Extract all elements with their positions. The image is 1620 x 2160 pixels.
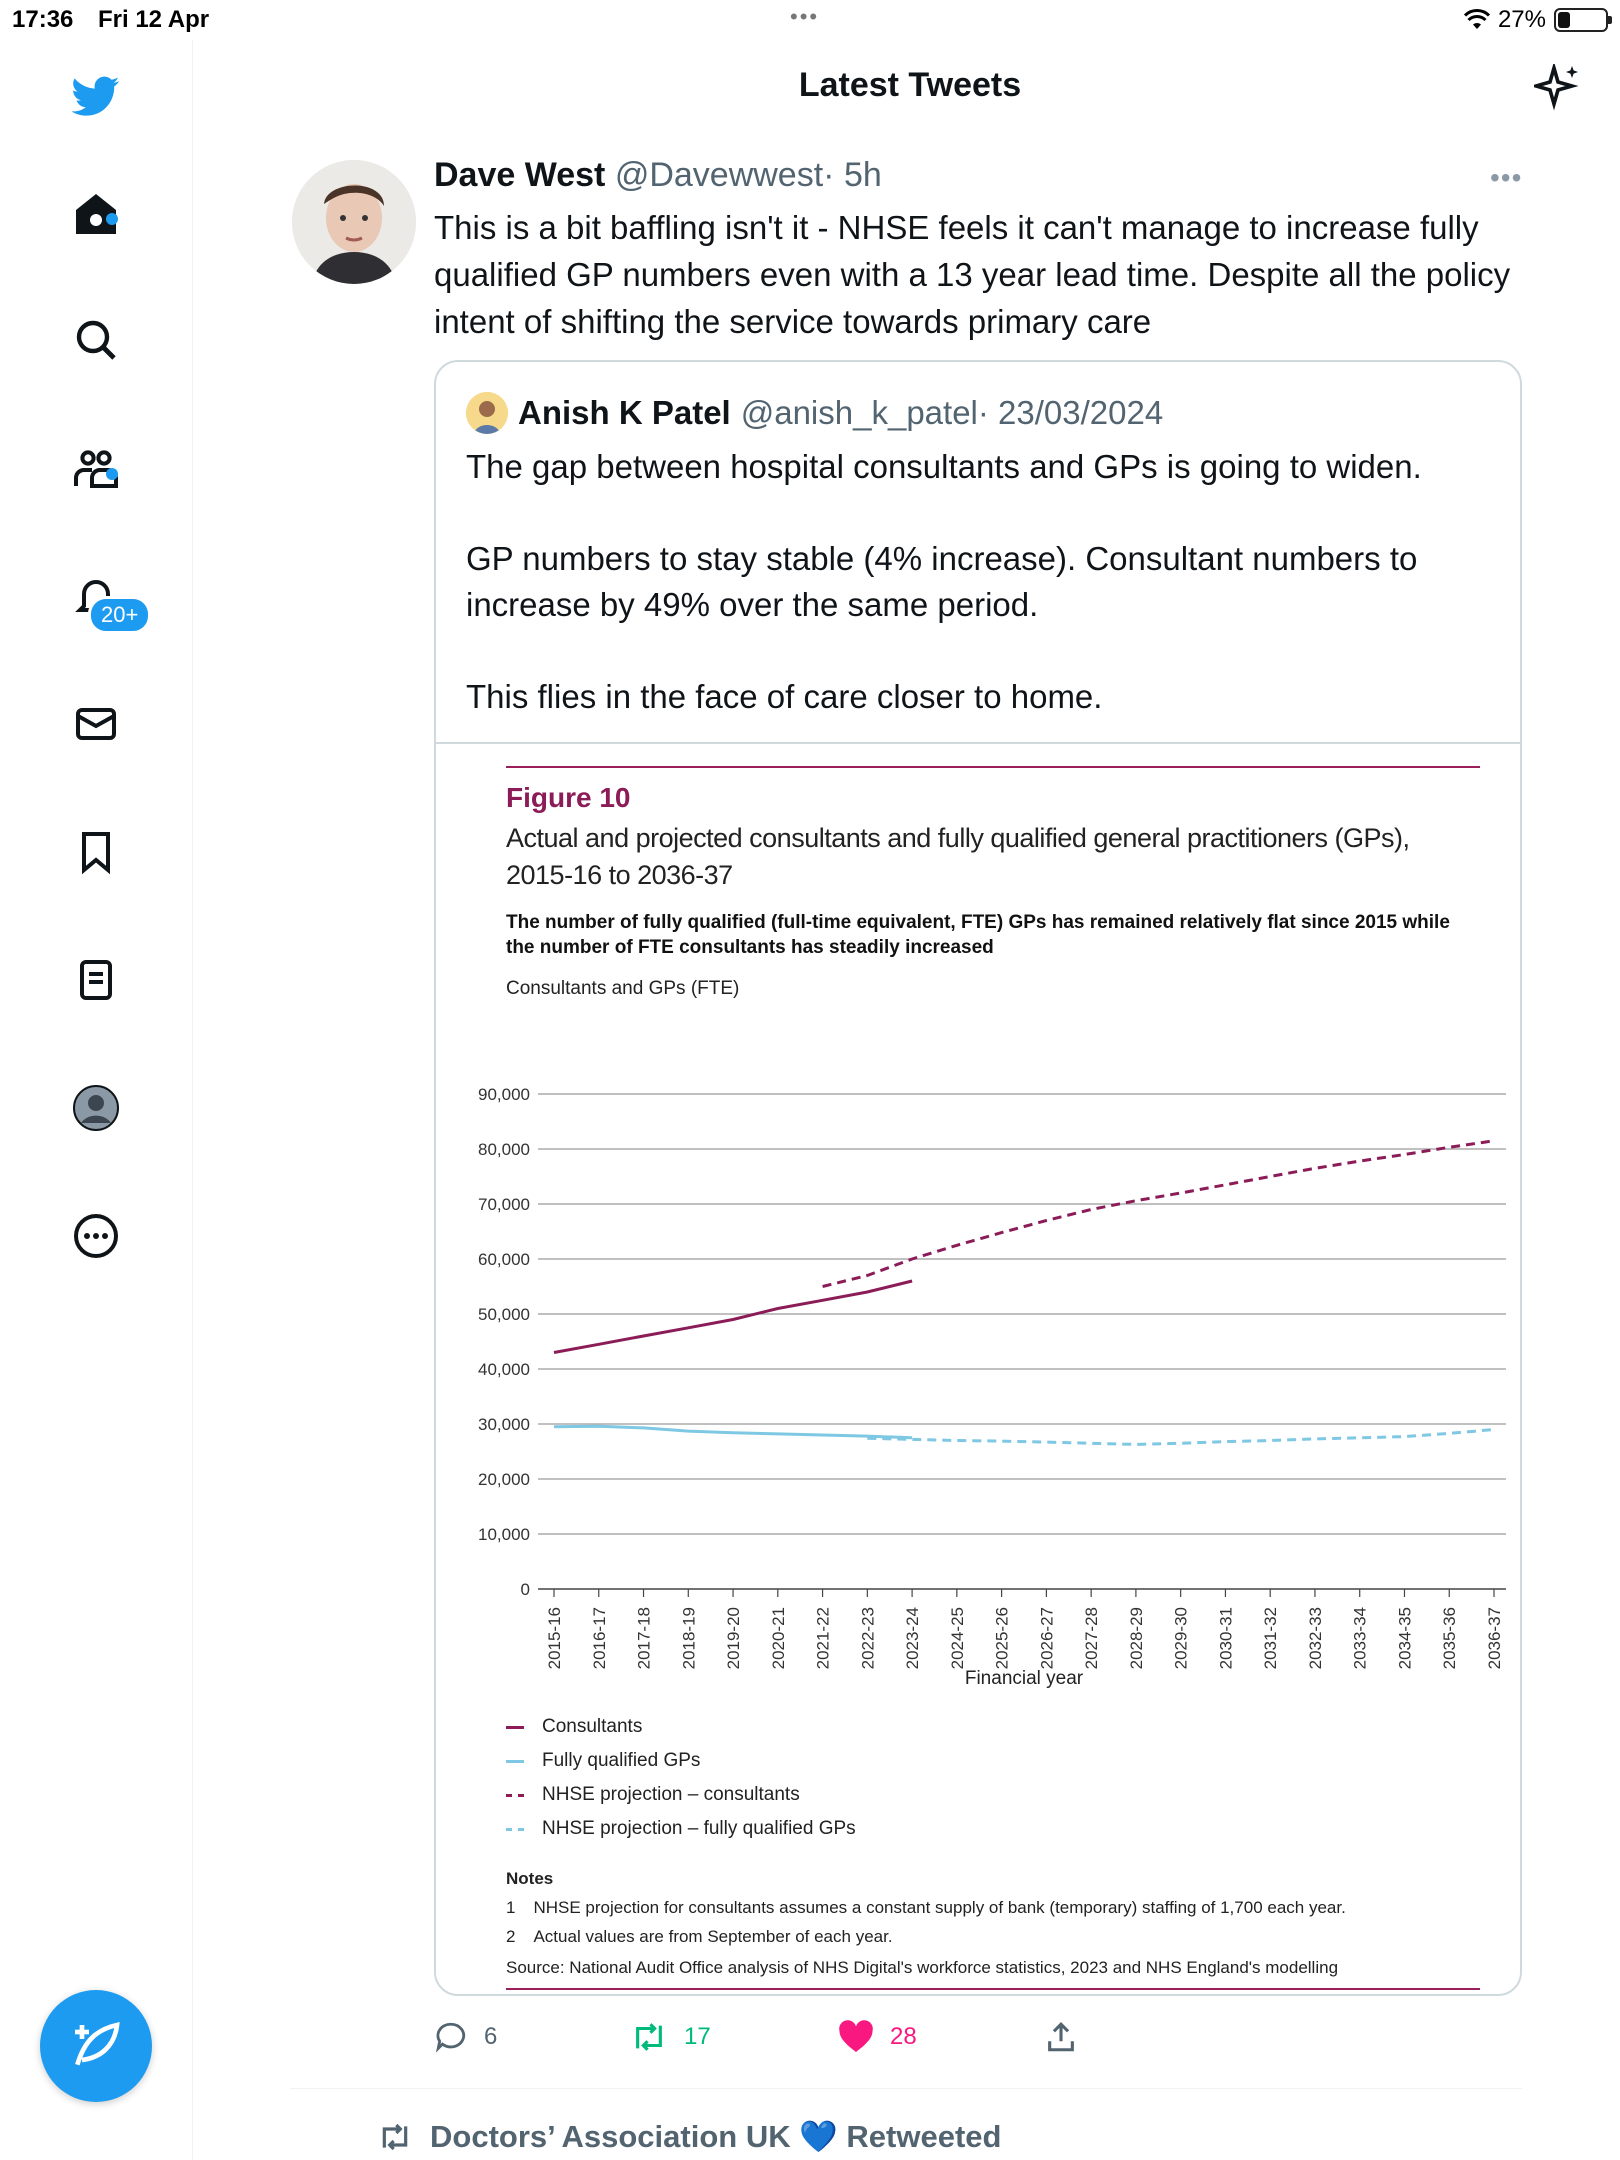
reply-count: 6: [484, 2023, 498, 2050]
legend-label: NHSE projection – consultants: [542, 1784, 800, 1805]
note-row: [506, 1922, 1346, 1951]
x-tick-label: 2021-22: [813, 1607, 833, 1670]
communities-unread-dot: [106, 468, 118, 480]
like-count: 28: [890, 2023, 917, 2050]
figure-title: Actual and projected consultants and fully qualified general practitioners (GPs), 2015-16 to 2036-37: [506, 823, 1410, 890]
tweet-time: · 5h: [823, 156, 882, 194]
wifi-icon: [1464, 9, 1490, 31]
x-tick-label: 2017-18: [634, 1607, 654, 1670]
tweet-text: This is a bit baffling isn't it - NHSE feels it can't manage to increase fully qualified GP numbers even with a 13 year lead time. Despite all the policy intent of shifting the service towards primary care: [434, 209, 1511, 340]
x-tick-label: 2036-37: [1485, 1607, 1504, 1670]
series-line: [554, 1281, 912, 1353]
retweeted-by-text: Doctors’ Association UK 💙 Retweeted: [430, 2119, 1002, 2154]
legend-label: NHSE projection – fully qualified GPs: [542, 1818, 856, 1839]
legend-label: Fully qualified GPs: [542, 1750, 701, 1771]
y-tick-label: 0: [520, 1580, 530, 1599]
y-tick-label: 90,000: [478, 1085, 530, 1104]
x-tick-label: 2035-36: [1440, 1607, 1460, 1670]
feather-plus-icon: [68, 2018, 124, 2074]
quoted-avatar: [466, 392, 508, 434]
y-tick-label: 80,000: [478, 1140, 530, 1159]
battery-icon: [1554, 8, 1608, 32]
series-line: [867, 1430, 1494, 1445]
x-tick-label: 2027-28: [1082, 1607, 1102, 1670]
messages-icon[interactable]: [66, 694, 126, 754]
quoted-paragraph: This flies in the face of care closer to home.: [466, 678, 1103, 715]
line-chart: [436, 1004, 1520, 1704]
legend-item: [506, 1710, 856, 1744]
quoted-text: [466, 444, 1486, 766]
x-tick-label: 2024-25: [947, 1607, 967, 1670]
y-tick-label: 50,000: [478, 1305, 530, 1324]
x-tick-label: 2023-24: [903, 1607, 923, 1670]
retweet-icon: [630, 2020, 668, 2054]
page-title: Latest Tweets: [798, 66, 1022, 104]
like-button[interactable]: [838, 2020, 917, 2054]
legend-swatch: [506, 1726, 524, 1729]
multitask-dots-icon[interactable]: •••: [790, 4, 820, 29]
sidebar-nav: [0, 40, 193, 2160]
status-date: Fri 12 Apr: [98, 6, 210, 33]
x-tick-label: 2015-16: [545, 1607, 564, 1670]
compose-tweet-button[interactable]: [40, 1990, 152, 2102]
x-tick-label: 2032-33: [1305, 1607, 1325, 1670]
lists-icon[interactable]: [66, 950, 126, 1010]
note-text: Actual values are from September of each year.: [533, 1927, 893, 1946]
quoted-paragraph: GP numbers to stay stable (4% increase). Consultant numbers to increase by 49% over the same period.: [466, 540, 1418, 623]
share-icon: [1044, 2020, 1078, 2054]
y-tick-label: 30,000: [478, 1415, 530, 1434]
chart-x-axis-label: Financial year: [964, 1668, 1084, 1689]
legend-item: [506, 1778, 856, 1812]
status-time: 17:36: [12, 6, 74, 33]
attached-chart-image[interactable]: [436, 744, 1520, 1996]
figure-source: Source: National Audit Office analysis of NHS Digital's workforce statistics, 2023 and NHS England's modelling: [506, 1958, 1339, 1977]
share-button[interactable]: [1044, 2020, 1078, 2054]
quoted-author-handle[interactable]: @anish_k_patel: [740, 394, 978, 431]
chart-legend: [506, 1710, 856, 1846]
x-tick-label: 2026-27: [1037, 1607, 1057, 1670]
author-name[interactable]: Dave West: [434, 156, 606, 194]
figure-notes: [506, 1864, 1346, 1951]
legend-swatch: [506, 1794, 524, 1797]
home-unread-dot: [106, 213, 118, 225]
author-avatar[interactable]: [292, 160, 416, 284]
retweet-icon: [376, 2121, 414, 2153]
tweet-more-icon[interactable]: •••: [1490, 162, 1523, 193]
x-tick-label: 2020-21: [768, 1607, 788, 1670]
note-number: 1: [506, 1898, 516, 1917]
figure-subtitle: The number of fully qualified (full-time equivalent, FTE) GPs has remained relatively flat since 2015 while the number of FTE consultants has steadily increased: [506, 912, 1450, 958]
retweeted-by-label[interactable]: [376, 2118, 1001, 2155]
x-tick-label: 2028-29: [1126, 1607, 1146, 1670]
legend-swatch: [506, 1760, 524, 1763]
y-tick-label: 70,000: [478, 1195, 530, 1214]
legend-item: [506, 1812, 856, 1846]
figure-top-rule: [506, 766, 1480, 768]
note-number: 2: [506, 1927, 516, 1946]
chart-y-axis-label: Consultants and GPs (FTE): [506, 978, 740, 999]
y-tick-label: 40,000: [478, 1360, 530, 1379]
quoted-tweet[interactable]: [434, 360, 1522, 1996]
y-tick-label: 60,000: [478, 1250, 530, 1269]
reply-button[interactable]: [434, 2020, 497, 2054]
reply-icon: [434, 2020, 468, 2054]
profile-avatar-icon[interactable]: [66, 1078, 126, 1138]
figure-bottom-rule: [506, 1988, 1480, 1990]
note-text: NHSE projection for consultants assumes a constant supply of bank (temporary) staffing of 1,700 each year.: [533, 1898, 1346, 1917]
more-options-icon[interactable]: [66, 1206, 126, 1266]
search-icon[interactable]: [66, 310, 126, 370]
quoted-author-name[interactable]: Anish K Patel: [518, 394, 731, 431]
status-bar: [0, 0, 1620, 40]
x-tick-label: 2018-19: [679, 1607, 699, 1670]
legend-label: Consultants: [542, 1716, 643, 1737]
x-tick-label: 2031-32: [1261, 1607, 1281, 1670]
figure-number: Figure 10: [506, 782, 631, 813]
sparkle-icon[interactable]: [1534, 64, 1582, 112]
heart-icon: [838, 2020, 874, 2054]
x-tick-label: 2029-30: [1171, 1607, 1191, 1670]
x-tick-label: 2030-31: [1216, 1607, 1236, 1670]
series-line: [554, 1426, 912, 1438]
x-tick-label: 2034-35: [1395, 1607, 1415, 1670]
legend-swatch: [506, 1828, 524, 1831]
status-indicators: [1464, 6, 1608, 34]
tweet-divider: [290, 2088, 1522, 2089]
x-tick-label: 2025-26: [992, 1607, 1012, 1670]
x-tick-label: 2033-34: [1350, 1607, 1370, 1670]
y-tick-label: 10,000: [478, 1525, 530, 1544]
twitter-logo-icon[interactable]: [66, 66, 126, 126]
legend-item: [506, 1744, 856, 1778]
x-tick-label: 2019-20: [724, 1607, 744, 1670]
quoted-paragraph: The gap between hospital consultants and GPs is going to widen.: [466, 448, 1422, 485]
tweet-author[interactable]: [434, 156, 882, 195]
notifications-badge: 20+: [88, 596, 151, 634]
bookmark-icon[interactable]: [66, 822, 126, 882]
notes-title: Notes: [506, 1869, 554, 1888]
home-icon[interactable]: [66, 184, 126, 244]
x-tick-label: 2016-17: [589, 1607, 609, 1670]
tweet-actions: [434, 2020, 1134, 2060]
communities-icon[interactable]: [66, 438, 126, 498]
x-tick-label: 2022-23: [858, 1607, 878, 1670]
note-row: [506, 1893, 1346, 1922]
quoted-author[interactable]: [466, 392, 1163, 434]
y-tick-label: 20,000: [478, 1470, 530, 1489]
retweet-count: 17: [684, 2023, 711, 2050]
battery-percent: 27%: [1497, 6, 1546, 33]
quoted-date: · 23/03/2024: [977, 394, 1164, 431]
retweet-button[interactable]: [630, 2020, 711, 2054]
author-handle[interactable]: @Davewwest: [614, 156, 824, 194]
series-line: [823, 1141, 1494, 1287]
